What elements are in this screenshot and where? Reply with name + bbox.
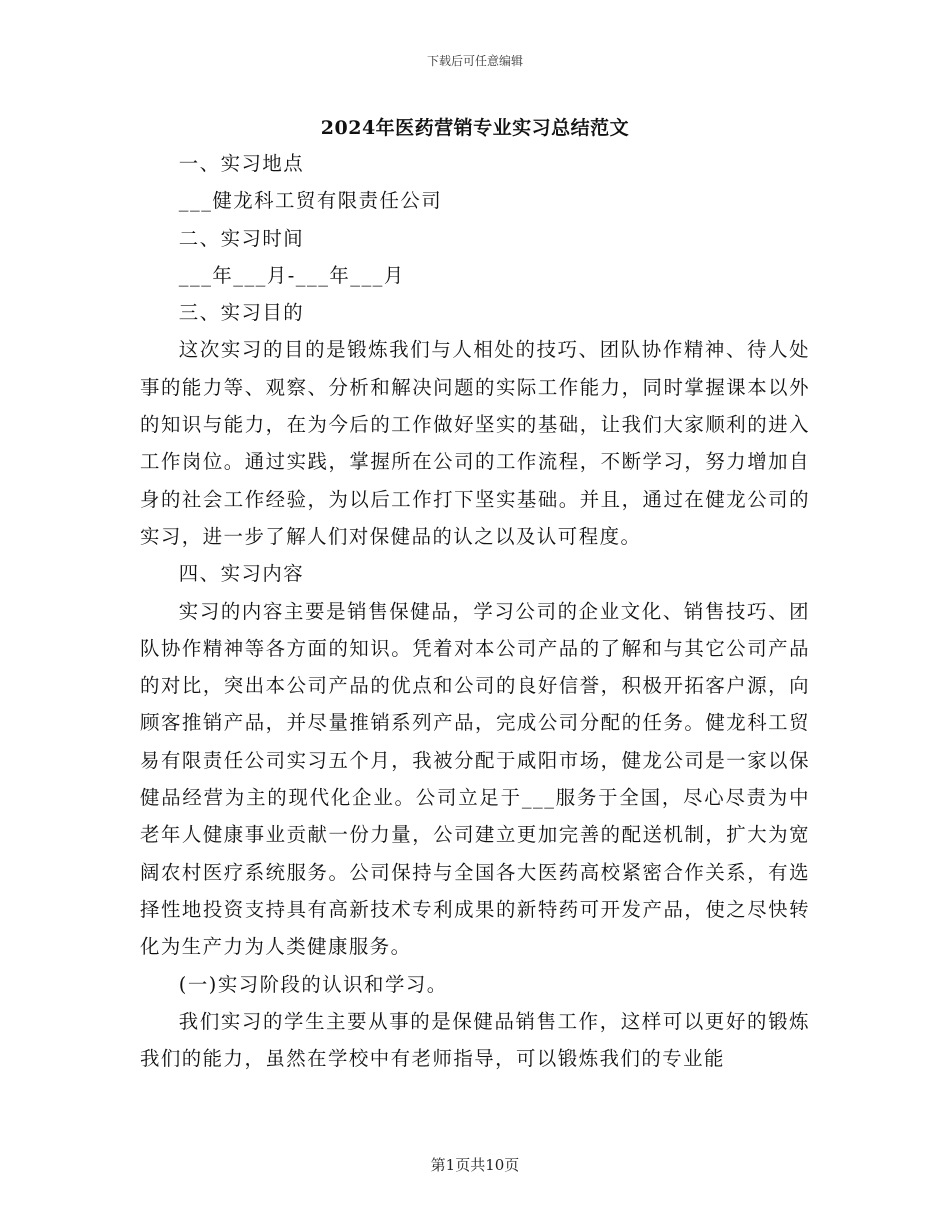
stage-paragraph: 我们实习的学生主要从事的是保健品销售工作，这样可以更好的锻炼我们的能力，虽然在学校中有老师指导，可以锻炼我们的专业能 — [140, 1009, 810, 1071]
section-heading-purpose: 三、实习目的 — [178, 301, 305, 325]
time-text: ___年___月-___年___月 — [178, 263, 405, 287]
header-note: 下载后可任意编辑 — [426, 54, 523, 68]
section-heading-content: 四、实习内容 — [178, 562, 305, 586]
section-heading-location: 一、实习地点 — [178, 152, 305, 175]
subsection-heading-stage: (一)实习阶段的认识和学习。 — [178, 972, 448, 996]
location-text: ___健龙科工贸有限责任公司 — [178, 189, 443, 213]
section-heading-time: 二、实习时间 — [178, 226, 305, 250]
page-number: 第1页共10页 — [430, 1156, 520, 1174]
document-title: 2024年医药营销专业实习总结范文 — [320, 117, 630, 139]
document-body — [140, 145, 810, 1077]
content-paragraph: 实习的内容主要是销售保健品，学习公司的企业文化、销售技巧、团队协作精神等各方面的知识。凭着对本公司产品的了解和与其它公司产品的对比，突出本公司产品的优点和公司的良好信誉，积极开拓客户源，向顾客推销产品，并尽量推销系列产品，完成公司分配的任务。健龙科工贸易有限责任公司实习五个月，我被分配于咸阳市场，健龙公司是一家以保健品经营为主的现代化企业。公司立足于___服务于全国，尽心尽责为中老年人健康事业贡献一份力量，公司建立更加完善的配送机制，扩大为宽阔农村医疗系统服务。公司保持与全国各大医药高校紧密合作关系，有选择性地投资支持具有高新技术专利成果的新特药可开发产品，使之尽快转化为生产力为人类健康服务。 — [140, 599, 810, 959]
purpose-paragraph: 这次实习的目的是锻炼我们与人相处的技巧、团队协作精神、待人处事的能力等、观察、分析和解决问题的实际工作能力，同时掌握课本以外的知识与能力，在为今后的工作做好坚实的基础，让我们大家顺利的进入工作岗位。通过实践，掌握所在公司的工作流程，不断学习，努力增加自身的社会工作经验，为以后工作打下坚实基础。并且，通过在健龙公司的实习，进一步了解人们对保健品的认之以及认可程度。 — [140, 338, 810, 548]
